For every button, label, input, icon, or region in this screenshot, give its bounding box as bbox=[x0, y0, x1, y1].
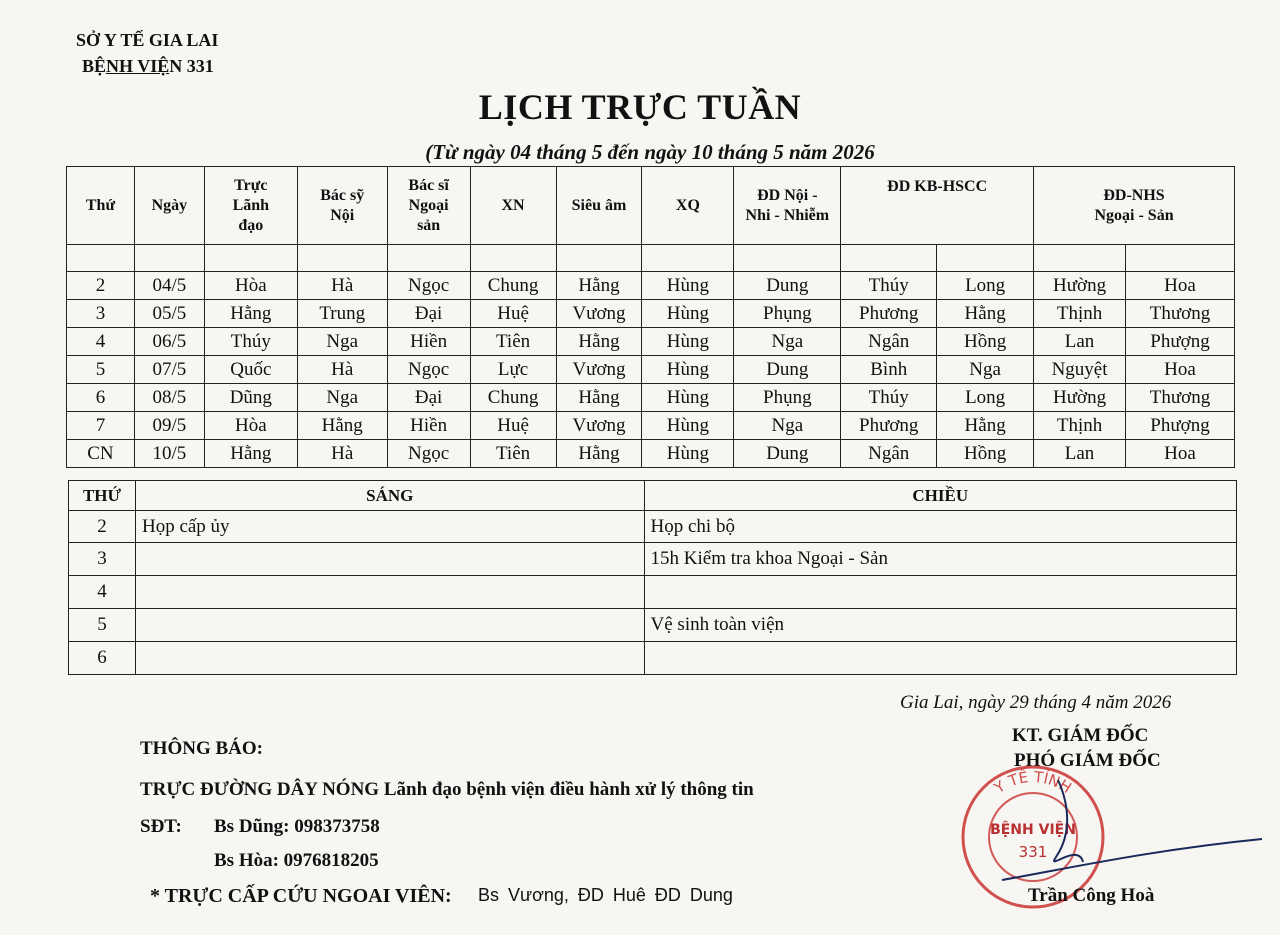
duty-cell: Vương bbox=[556, 412, 642, 440]
duty-cell: Dũng bbox=[204, 384, 297, 412]
col-header-sang: SÁNG bbox=[135, 481, 644, 511]
plan-cell-sang: Họp cấp ủy bbox=[135, 511, 644, 543]
hotline-label: TRỰC ĐƯỜNG DÂY NÓNG bbox=[140, 779, 380, 800]
emergency-staff: Bs Vương, ĐD Huê ĐD Dung bbox=[478, 885, 733, 905]
plan-cell-chieu bbox=[644, 576, 1236, 609]
duty-cell: 2 bbox=[67, 272, 135, 300]
empty-cell bbox=[1034, 245, 1126, 272]
col-header-thu-plan: THỨ bbox=[69, 481, 136, 511]
signature-role-1: KT. GIÁM ĐỐC bbox=[1012, 725, 1149, 746]
duty-cell: Hoa bbox=[1126, 272, 1235, 300]
hotline-text: Lãnh đạo bệnh viện điều hành xử lý thông tin bbox=[379, 779, 754, 800]
duty-cell: Lan bbox=[1034, 440, 1126, 468]
duty-row bbox=[67, 328, 1235, 356]
plan-row bbox=[69, 543, 1237, 576]
duty-cell: Dung bbox=[734, 440, 841, 468]
duty-cell: Hằng bbox=[297, 412, 387, 440]
empty-cell bbox=[470, 245, 556, 272]
place-date: Gia Lai, ngày 29 tháng 4 năm 2026 bbox=[900, 692, 1172, 713]
duty-cell: 05/5 bbox=[134, 300, 204, 328]
empty-cell bbox=[1126, 245, 1235, 272]
empty-cell bbox=[67, 245, 135, 272]
duty-cell: 5 bbox=[67, 356, 135, 384]
duty-cell: Tiên bbox=[470, 328, 556, 356]
duty-cell: 4 bbox=[67, 328, 135, 356]
duty-cell: Thúy bbox=[841, 272, 937, 300]
duty-cell: Phụng bbox=[734, 300, 841, 328]
duty-row bbox=[67, 356, 1235, 384]
page-subtitle: (Từ ngày 04 tháng 5 đến ngày 10 tháng 5 năm 2026 bbox=[425, 140, 875, 164]
duty-cell: Vương bbox=[556, 300, 642, 328]
duty-cell: Ngọc bbox=[387, 440, 470, 468]
empty-cell bbox=[204, 245, 297, 272]
duty-cell: Trung bbox=[297, 300, 387, 328]
plan-row bbox=[69, 576, 1237, 609]
plan-cell-thu: 6 bbox=[69, 642, 136, 675]
duty-row bbox=[67, 300, 1235, 328]
duty-row bbox=[67, 412, 1235, 440]
plan-cell-thu: 4 bbox=[69, 576, 136, 609]
signature-role-2: PHÓ GIÁM ĐỐC bbox=[1014, 750, 1161, 771]
duty-cell: Nga bbox=[734, 412, 841, 440]
duty-cell: Hoa bbox=[1126, 356, 1235, 384]
duty-cell: 6 bbox=[67, 384, 135, 412]
duty-cell: 06/5 bbox=[134, 328, 204, 356]
duty-cell: Huệ bbox=[470, 412, 556, 440]
duty-cell: Hằng bbox=[937, 412, 1034, 440]
col-header-bs-noi bbox=[297, 167, 387, 245]
duty-cell: 7 bbox=[67, 412, 135, 440]
stamp-top-text: Y TẾ TỈNH bbox=[991, 767, 1075, 798]
col-dd-nhs-l1: ĐD-NHS bbox=[1103, 186, 1165, 204]
duty-cell: Đại bbox=[387, 384, 470, 412]
plan-cell-thu: 2 bbox=[69, 511, 136, 543]
duty-cell: Long bbox=[937, 384, 1034, 412]
weekly-plan-table bbox=[68, 480, 1237, 675]
duty-cell: Hằng bbox=[556, 272, 642, 300]
duty-cell: Ngân bbox=[841, 328, 937, 356]
plan-header-row bbox=[69, 481, 1237, 511]
plan-cell-thu: 3 bbox=[69, 543, 136, 576]
duty-cell: 04/5 bbox=[134, 272, 204, 300]
emergency-label: * TRỰC CẤP CỨU NGOAI VIÊN: bbox=[150, 885, 452, 907]
duty-row bbox=[67, 440, 1235, 468]
duty-cell: Hằng bbox=[556, 328, 642, 356]
page-title: LỊCH TRỰC TUẦN bbox=[478, 87, 802, 127]
col-header-sieu-am: Siêu âm bbox=[556, 167, 642, 245]
duty-cell: Hường bbox=[1034, 272, 1126, 300]
plan-row bbox=[69, 642, 1237, 675]
col-dd-nhs-l2: Ngoại - Sản bbox=[1094, 206, 1174, 224]
duty-cell: Hòa bbox=[204, 412, 297, 440]
duty-cell: Hùng bbox=[642, 356, 734, 384]
duty-cell: Vương bbox=[556, 356, 642, 384]
duty-cell: Lực bbox=[470, 356, 556, 384]
duty-cell: Dung bbox=[734, 272, 841, 300]
duty-cell: Hùng bbox=[642, 412, 734, 440]
stamp-number: 331 bbox=[1018, 843, 1048, 861]
duty-cell: Dung bbox=[734, 356, 841, 384]
col-bs-noi-l1: Bác sỹ bbox=[320, 186, 365, 204]
duty-cell: Hùng bbox=[642, 300, 734, 328]
notice-label: THÔNG BÁO: bbox=[140, 738, 263, 759]
duty-cell: Đại bbox=[387, 300, 470, 328]
duty-cell: Thịnh bbox=[1034, 300, 1126, 328]
duty-cell: Hùng bbox=[642, 272, 734, 300]
duty-cell: Lan bbox=[1034, 328, 1126, 356]
plan-cell-chieu: Họp chi bộ bbox=[644, 511, 1236, 543]
plan-cell-sang bbox=[135, 543, 644, 576]
duty-cell: Hằng bbox=[556, 440, 642, 468]
signature-line-icon bbox=[1000, 835, 1265, 885]
duty-row bbox=[67, 384, 1235, 412]
col-bs-noi-l2: Nội bbox=[330, 206, 355, 224]
plan-cell-sang bbox=[135, 642, 644, 675]
duty-cell: 07/5 bbox=[134, 356, 204, 384]
org-line-2-part-b: NH VIỆ bbox=[106, 56, 170, 76]
col-header-chieu: CHIỀU bbox=[644, 481, 1236, 511]
duty-cell: Huệ bbox=[470, 300, 556, 328]
duty-cell: Thương bbox=[1126, 384, 1235, 412]
duty-header-row bbox=[67, 167, 1235, 245]
duty-cell: 3 bbox=[67, 300, 135, 328]
empty-cell bbox=[841, 245, 937, 272]
col-header-bs-ngoai-san bbox=[387, 167, 470, 245]
duty-cell: Thịnh bbox=[1034, 412, 1126, 440]
duty-cell: Phương bbox=[841, 412, 937, 440]
duty-cell: Chung bbox=[470, 272, 556, 300]
duty-cell: Hùng bbox=[642, 384, 734, 412]
col-bs-ngoai-l3: sản bbox=[417, 216, 441, 234]
plan-row bbox=[69, 609, 1237, 642]
org-line-1: SỞ Y TẾ GIA LAI bbox=[76, 30, 219, 50]
duty-cell: Hiền bbox=[387, 328, 470, 356]
duty-cell: Phương bbox=[841, 300, 937, 328]
duty-cell: Tiên bbox=[470, 440, 556, 468]
col-header-dd-kb-hscc: ĐD KB-HSCC bbox=[841, 167, 1034, 245]
duty-cell: Bình bbox=[841, 356, 937, 384]
phone-label: SĐT: bbox=[140, 816, 182, 837]
empty-cell bbox=[556, 245, 642, 272]
empty-cell bbox=[297, 245, 387, 272]
col-header-dd-noi bbox=[734, 167, 841, 245]
empty-cell bbox=[734, 245, 841, 272]
col-bs-ngoai-l1: Bác sĩ bbox=[408, 176, 449, 194]
col-bs-ngoai-l2: Ngoại bbox=[408, 196, 449, 214]
duty-subheader-row bbox=[67, 245, 1235, 272]
empty-cell bbox=[937, 245, 1034, 272]
duty-cell: Chung bbox=[470, 384, 556, 412]
duty-cell: Hà bbox=[297, 440, 387, 468]
stamp-center-text: BỆNH VIỆN bbox=[990, 822, 1076, 838]
duty-cell: Hòa bbox=[204, 272, 297, 300]
duty-cell: Hằng bbox=[204, 440, 297, 468]
duty-cell: Hoa bbox=[1126, 440, 1235, 468]
col-dd-noi-l1: ĐD Nội - bbox=[757, 186, 818, 204]
duty-cell: Long bbox=[937, 272, 1034, 300]
empty-cell bbox=[642, 245, 734, 272]
duty-cell: Hằng bbox=[937, 300, 1034, 328]
plan-cell-chieu: 15h Kiểm tra khoa Ngoại - Sản bbox=[644, 543, 1236, 576]
duty-cell: Thương bbox=[1126, 300, 1235, 328]
plan-cell-sang bbox=[135, 609, 644, 642]
duty-cell: Hằng bbox=[204, 300, 297, 328]
plan-cell-thu: 5 bbox=[69, 609, 136, 642]
col-lanh-dao-l3: đạo bbox=[238, 216, 264, 234]
org-line-2-part-a: BỆ bbox=[82, 56, 107, 76]
duty-cell: Nga bbox=[937, 356, 1034, 384]
org-line-2-part-c: N 331 bbox=[169, 56, 214, 76]
org-line-2 bbox=[82, 56, 214, 77]
duty-cell: Hằng bbox=[556, 384, 642, 412]
duty-cell: Thúy bbox=[841, 384, 937, 412]
duty-cell: Nga bbox=[297, 328, 387, 356]
plan-cell-chieu: Vệ sinh toàn viện bbox=[644, 609, 1236, 642]
duty-cell: Hiền bbox=[387, 412, 470, 440]
plan-table-body bbox=[69, 511, 1237, 675]
duty-cell: Hà bbox=[297, 272, 387, 300]
empty-cell bbox=[134, 245, 204, 272]
phone-2: Bs Hòa: 0976818205 bbox=[214, 850, 379, 871]
duty-cell: Nga bbox=[734, 328, 841, 356]
duty-cell: Hồng bbox=[937, 328, 1034, 356]
duty-cell: 08/5 bbox=[134, 384, 204, 412]
duty-row bbox=[67, 272, 1235, 300]
duty-cell: Ngân bbox=[841, 440, 937, 468]
duty-schedule-table bbox=[66, 166, 1235, 468]
duty-cell: Nga bbox=[297, 384, 387, 412]
duty-cell: Phụng bbox=[734, 384, 841, 412]
signer-name: Trần Công Hoà bbox=[1028, 885, 1155, 906]
duty-cell: Ngọc bbox=[387, 356, 470, 384]
col-lanh-dao-l2: Lãnh bbox=[232, 196, 270, 214]
empty-cell bbox=[387, 245, 470, 272]
col-header-xn: XN bbox=[470, 167, 556, 245]
duty-cell: Hường bbox=[1034, 384, 1126, 412]
duty-cell: Hùng bbox=[642, 440, 734, 468]
col-lanh-dao-l1: Trực bbox=[234, 176, 268, 194]
col-header-ngay: Ngày bbox=[134, 167, 204, 245]
duty-table-body bbox=[67, 272, 1235, 468]
col-header-lanh-dao bbox=[204, 167, 297, 245]
phone-1: Bs Dũng: 098373758 bbox=[214, 816, 380, 837]
duty-cell: Nguyệt bbox=[1034, 356, 1126, 384]
col-dd-noi-l2: Nhi - Nhiễm bbox=[745, 206, 830, 224]
col-header-dd-nhs bbox=[1034, 167, 1235, 245]
duty-cell: Hà bbox=[297, 356, 387, 384]
duty-cell: Phượng bbox=[1126, 412, 1235, 440]
duty-cell: Hồng bbox=[937, 440, 1034, 468]
duty-cell: Hùng bbox=[642, 328, 734, 356]
duty-cell: 10/5 bbox=[134, 440, 204, 468]
duty-cell: Ngọc bbox=[387, 272, 470, 300]
plan-cell-sang bbox=[135, 576, 644, 609]
duty-cell: CN bbox=[67, 440, 135, 468]
plan-cell-chieu bbox=[644, 642, 1236, 675]
plan-row bbox=[69, 511, 1237, 543]
duty-cell: 09/5 bbox=[134, 412, 204, 440]
duty-cell: Phượng bbox=[1126, 328, 1235, 356]
col-header-xq: XQ bbox=[642, 167, 734, 245]
duty-cell: Thúy bbox=[204, 328, 297, 356]
hotline-line bbox=[140, 779, 754, 801]
duty-cell: Quốc bbox=[204, 356, 297, 384]
col-header-thu: Thứ bbox=[67, 167, 135, 245]
